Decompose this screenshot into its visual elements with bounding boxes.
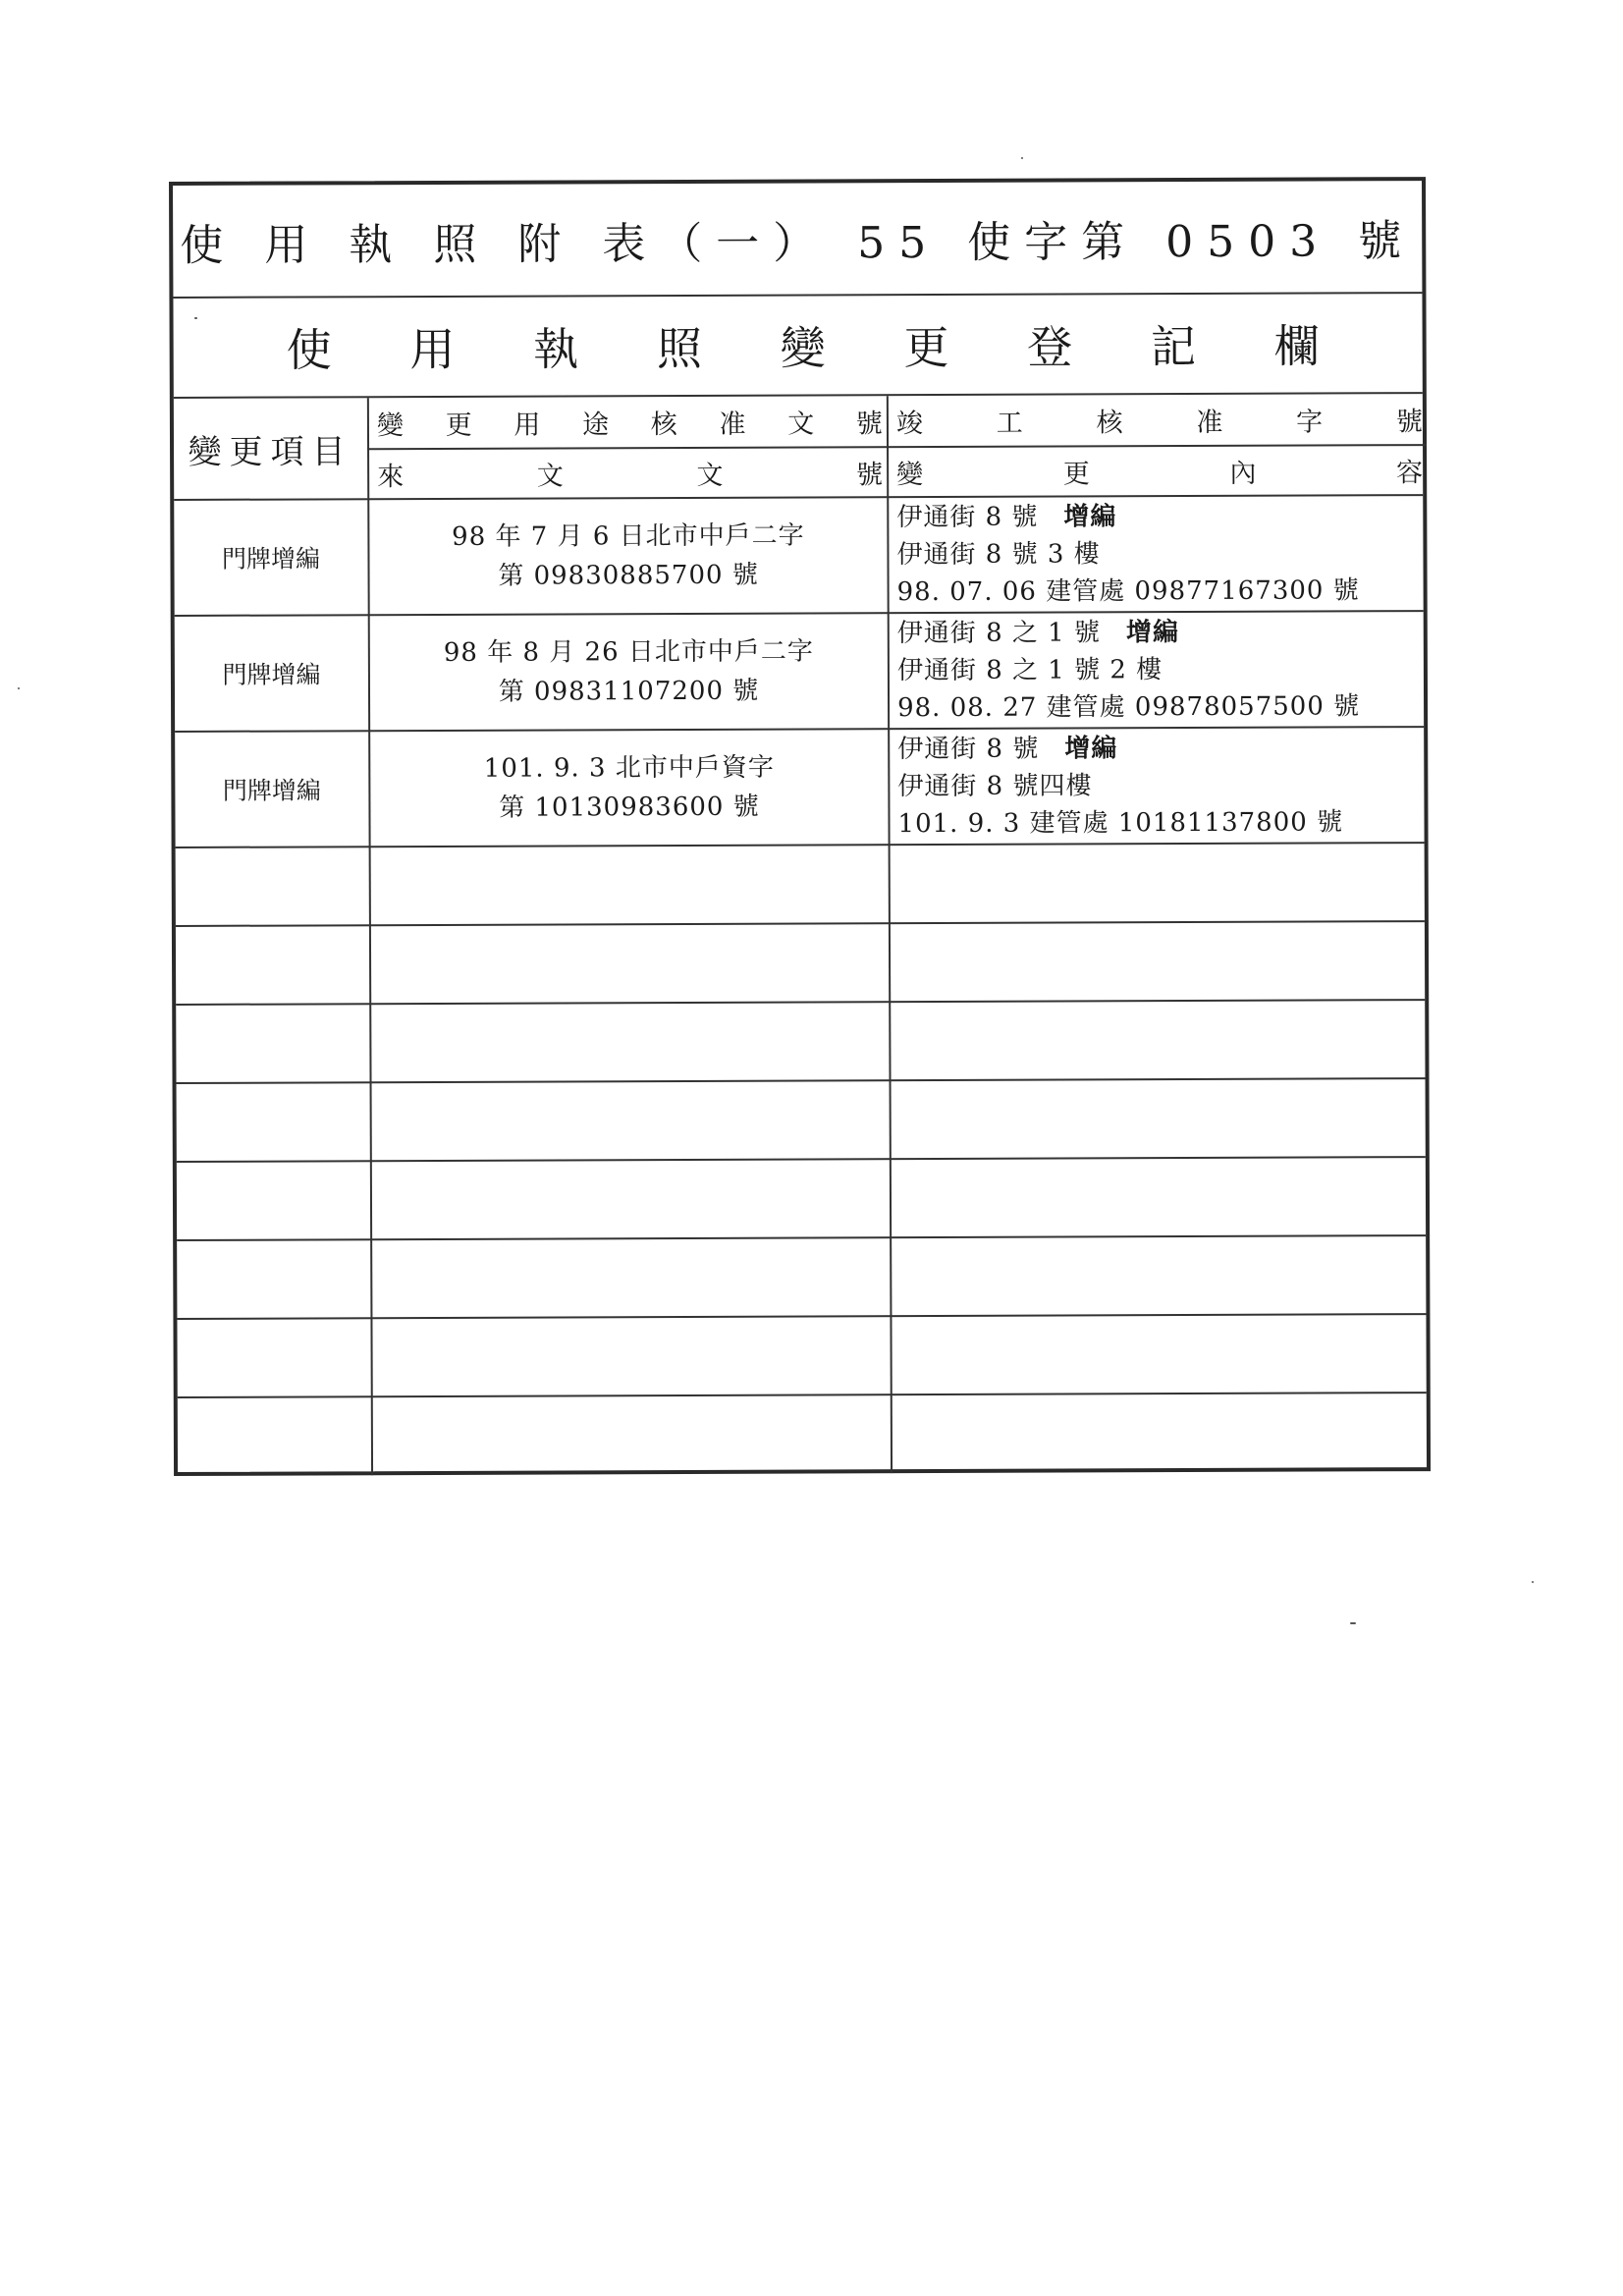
row-item: 門牌增編 xyxy=(222,776,321,805)
row-change-content xyxy=(896,496,1427,612)
content-address: 伊通街 8 號 xyxy=(897,734,1040,765)
doc-line: 第 09830885700 號 xyxy=(498,560,759,591)
header-change-item: 變更項目 xyxy=(188,431,353,472)
row-item: 門牌增編 xyxy=(222,660,321,689)
row-change-content xyxy=(897,612,1428,728)
scan-speck xyxy=(194,317,197,319)
header-approval-doc-number xyxy=(369,396,887,448)
header-change-content xyxy=(889,446,1427,496)
content-line: 98. 07. 06 建管處 09877167300 號 xyxy=(896,575,1360,608)
doc-line: 第 09831107200 號 xyxy=(498,676,760,707)
header-char: 號 xyxy=(856,460,884,491)
content-line: 伊通街 8 之 1 號 2 樓 xyxy=(896,655,1163,686)
content-line xyxy=(897,613,1428,652)
content-line xyxy=(896,497,1427,536)
subtitle-char: 欄 xyxy=(1273,319,1320,373)
row-divider xyxy=(177,1077,1426,1084)
subtitle-char: 執 xyxy=(533,322,579,376)
content-address: 伊通街 8 號 xyxy=(896,502,1039,533)
header-char: 來 xyxy=(377,462,405,493)
subtitle-char: 照 xyxy=(656,321,703,376)
row-doc-number xyxy=(369,498,887,614)
header-char: 號 xyxy=(855,409,883,440)
content-tag: 增編 xyxy=(1063,502,1117,532)
doc-line: 第 10130983600 號 xyxy=(499,792,760,823)
header-completion-approval-number xyxy=(889,394,1427,446)
header-char: 號 xyxy=(1395,407,1423,438)
scan-speck xyxy=(1021,157,1023,159)
subtitle-row xyxy=(173,294,1422,399)
header-char: 竣 xyxy=(895,409,924,440)
subtitle-char: 變 xyxy=(780,321,826,375)
row-change-content xyxy=(897,728,1428,844)
header-char: 工 xyxy=(996,408,1023,439)
page-title: 使 用 執 照 附 表（一） 55 使字第 0503 號 xyxy=(180,215,1416,271)
content-line: 伊通街 8 號 3 樓 xyxy=(896,539,1101,571)
content-address: 伊通街 8 之 1 號 xyxy=(896,618,1101,649)
registration-table xyxy=(169,177,1431,1476)
header-char: 內 xyxy=(1229,458,1257,489)
header-char: 用 xyxy=(514,410,541,441)
content-line: 101. 9. 3 建管處 10181137800 號 xyxy=(897,807,1344,840)
header-char: 文 xyxy=(696,460,724,491)
row-item: 門牌增編 xyxy=(221,544,321,574)
header-char: 核 xyxy=(1096,408,1123,439)
header-char: 核 xyxy=(650,410,677,441)
header-incoming-doc-number xyxy=(369,448,887,498)
title-row xyxy=(173,181,1422,299)
header-char: 准 xyxy=(719,409,746,440)
scan-speck xyxy=(18,687,20,689)
content-tag: 增編 xyxy=(1064,734,1118,764)
doc-line: 98 年 8 月 26 日北市中戶二字 xyxy=(443,636,814,668)
row-divider xyxy=(176,999,1425,1006)
header-char: 字 xyxy=(1296,407,1324,438)
row-doc-number xyxy=(370,730,888,846)
subtitle-char: 登 xyxy=(1027,320,1073,374)
header-char: 變 xyxy=(896,460,924,491)
header-char: 途 xyxy=(582,410,610,441)
row-divider xyxy=(177,1234,1426,1241)
change-register-grid xyxy=(174,394,1427,1476)
subtitle-char: 用 xyxy=(409,322,456,377)
row-divider xyxy=(177,1313,1426,1320)
subtitle-char: 記 xyxy=(1150,319,1197,374)
header-char: 更 xyxy=(1062,459,1090,490)
scan-speck xyxy=(1532,1581,1534,1583)
header-char: 容 xyxy=(1396,458,1424,489)
header-char: 變 xyxy=(376,410,405,442)
row-divider xyxy=(176,920,1425,927)
content-line xyxy=(897,729,1428,768)
column-divider xyxy=(887,396,893,1473)
header-char: 更 xyxy=(445,410,472,441)
header-char: 准 xyxy=(1196,407,1223,438)
doc-line: 101. 9. 3 北市中戶資字 xyxy=(483,752,775,784)
scan-speck xyxy=(1350,1622,1356,1624)
row-doc-number xyxy=(370,614,888,730)
content-line: 伊通街 8 號四樓 xyxy=(897,771,1093,802)
content-tag: 增編 xyxy=(1125,618,1179,648)
header-char: 文 xyxy=(536,461,564,492)
doc-line: 98 年 7 月 6 日北市中戶二字 xyxy=(452,520,805,552)
subtitle-char: 更 xyxy=(903,320,949,375)
content-line: 98. 08. 27 建管處 09878057500 號 xyxy=(897,691,1361,724)
row-divider xyxy=(178,1392,1427,1398)
header-char: 文 xyxy=(787,409,815,440)
row-divider xyxy=(177,1156,1426,1163)
subtitle-char: 使 xyxy=(286,323,332,377)
